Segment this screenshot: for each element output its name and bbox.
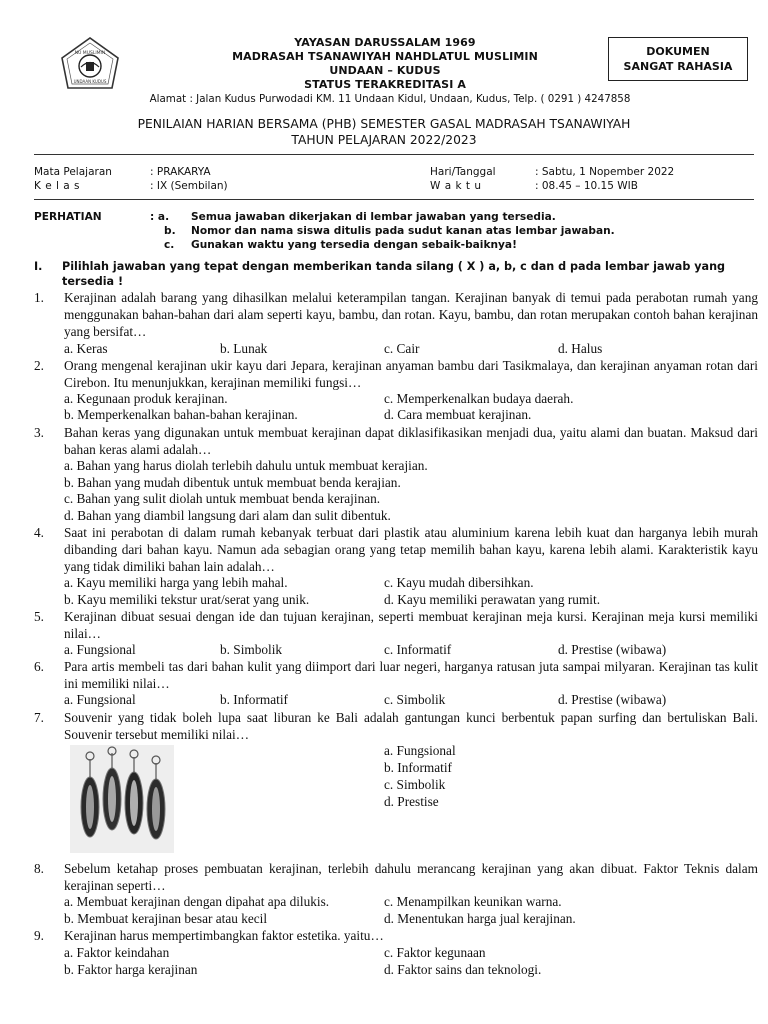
question-9 — [34, 928, 758, 945]
option-c: c. Kayu mudah dibersihkan. — [384, 575, 534, 590]
question-6 — [34, 659, 758, 693]
option-b: b. Faktor harga kerajinan — [64, 962, 198, 977]
question-number: 4. — [34, 525, 44, 540]
school-location: UNDAAN – KUDUS — [329, 64, 441, 77]
option-a: a. Membuat kerajinan dengan dipahat apa dilukis. — [64, 894, 330, 909]
date-label: Hari/Tanggal — [430, 166, 496, 178]
document-classification-badge — [608, 37, 748, 81]
option-c: c. Memperkenalkan budaya daerah. — [384, 391, 574, 406]
option-d: d. Halus — [558, 341, 603, 356]
surfboard-keychain-photo — [70, 745, 174, 853]
section-number: I. — [34, 260, 43, 273]
question-7 — [34, 710, 758, 744]
option-b: b. Kayu memiliki tekstur urat/serat yang unik. — [64, 592, 310, 607]
time-value: : 08.45 – 10.15 WIB — [535, 180, 638, 192]
option-c: c. Faktor kegunaan — [384, 945, 486, 960]
question-number: 8. — [34, 861, 44, 876]
option-a: a. Kayu memiliki harga yang lebih mahal. — [64, 575, 288, 590]
accreditation-status: STATUS TERAKREDITASI A — [304, 78, 466, 91]
school-name: MADRASAH TSANAWIYAH NAHDLATUL MUSLIMIN — [232, 50, 538, 63]
option-c: c. Menampilkan keunikan warna. — [384, 894, 562, 909]
option-b: b. Informatif — [384, 760, 452, 775]
section-instructions — [34, 259, 758, 289]
question-8 — [34, 861, 758, 895]
option-b: b. Memperkenalkan bahan-bahan kerajinan. — [64, 407, 298, 422]
question-text: Para artis membeli tas dari bahan kulit yang diimport dari luar negeri, harganya ratusan juta sampai milyaran. Kerajinan tas kulit ini memiliki nilai… — [64, 659, 758, 691]
attention-item-b: Nomor dan nama siswa ditulis pada sudut kanan atas lembar jawaban. — [191, 225, 615, 237]
class-label: K e l a s — [34, 180, 81, 192]
class-value: : IX (Sembilan) — [150, 180, 228, 192]
option-c: c. Simbolik — [384, 777, 446, 792]
question-3 — [34, 425, 758, 459]
subject-label: Mata Pelajaran — [34, 166, 112, 178]
option-a: a. Fungsional — [384, 743, 456, 758]
header-divider — [34, 154, 754, 155]
option-a: a. Fungsional — [64, 642, 136, 657]
question-text: Kerajinan dibuat sesuai dengan ide dan tujuan kerajinan, seperti membuat kerajinan meja kursi. Kerajinan meja kursi memiliki nilai… — [64, 609, 758, 641]
option-d: d. Menentukan harga jual kerajinan. — [384, 911, 576, 926]
date-value: : Sabtu, 1 Nopember 2022 — [535, 166, 675, 178]
school-address: Alamat : Jalan Kudus Purwodadi KM. 11 Undaan Kidul, Undaan, Kudus, Telp. ( 0291 ) 4247858 — [149, 93, 631, 105]
question-text: Orang mengenal kerajinan ukir kayu dari Jepara, kerajinan anyaman bambu dari Tasikmalaya, dan kerajinan anyaman rotan dari Cirebon. Itu menunjukkan, kerajinan memiliki fungsi… — [64, 358, 758, 390]
school-emblem-icon — [58, 34, 122, 92]
attention-letter-b: b. — [164, 225, 176, 237]
question-number: 2. — [34, 358, 44, 373]
exam-title: PENILAIAN HARIAN BERSAMA (PHB) SEMESTER GASAL MADRASAH TSANAWIYAH — [137, 117, 631, 131]
question-text: Kerajinan adalah barang yang dihasilkan melalui keterampilan tangan. Kerajinan banyak di temui pada perabotan rumah yang menggunakan bahan-bahan dari alam seperti kayu, bambu, dan rotan. Kayu, bambu, dan rotan merupakan contoh bahan kerajinan yang bersifat… — [64, 290, 758, 339]
subject-value: : PRAKARYA — [150, 166, 211, 178]
attention-letter-a: : a. — [150, 211, 170, 223]
attention-item-c: Gunakan waktu yang tersedia dengan sebaik-baiknya! — [191, 239, 517, 251]
option-d: d. Cara membuat kerajinan. — [384, 407, 532, 422]
option-b: b. Informatif — [220, 692, 288, 707]
option-c: c. Simbolik — [384, 692, 446, 707]
question-number: 3. — [34, 425, 44, 440]
option-d: d. Prestise (wibawa) — [558, 642, 667, 657]
option-d: d. Kayu memiliki perawatan yang rumit. — [384, 592, 601, 607]
option-a: a. Bahan yang harus diolah terlebih dahulu untuk membuat kerajian. — [64, 458, 428, 473]
attention-label: PERHATIAN — [34, 211, 102, 223]
option-d: d. Bahan yang diambil langsung dari alam dan sulit dibentuk. — [64, 508, 391, 523]
option-c: c. Bahan yang sulit diolah untuk membuat benda kerajinan. — [64, 491, 381, 506]
option-a: a. Fungsional — [64, 692, 136, 707]
option-a: a. Kegunaan produk kerajinan. — [64, 391, 228, 406]
time-label: W a k t u — [430, 180, 482, 192]
option-b: b. Lunak — [220, 341, 268, 356]
academic-year: TAHUN PELAJARAN 2022/2023 — [291, 133, 477, 147]
option-c: c. Cair — [384, 341, 420, 356]
question-text: Saat ini perabotan di dalam rumah kebanyak terbuat dari plastik atau aluminium karena lebih kuat dan harganya lebih murah dibanding dari bahan kayu. Namun ada sebagian orang yang tetap memilih bahan kayu, karena lebih alami. Karakteristik kayu yang tidak dimiliki bahan lain adalah… — [64, 525, 758, 574]
question-number: 5. — [34, 609, 44, 624]
option-b: b. Simbolik — [220, 642, 283, 657]
question-2 — [34, 358, 758, 392]
question-number: 1. — [34, 290, 44, 305]
option-d: d. Prestise (wibawa) — [558, 692, 667, 707]
question-1 — [34, 290, 758, 340]
svg-text:UNDAAN KUDUS: UNDAAN KUDUS — [73, 79, 107, 84]
question-5 — [34, 609, 758, 643]
foundation-name: YAYASAN DARUSSALAM 1969 — [294, 36, 476, 49]
attention-letter-c: c. — [164, 239, 175, 251]
question-text: Kerajinan harus mempertimbangkan faktor estetika. yaitu… — [64, 928, 384, 943]
info-divider — [34, 199, 754, 200]
question-text: Souvenir yang tidak boleh lupa saat liburan ke Bali adalah gantungan kunci berbentuk papan surfing dan bertuliskan Bali. Souvenir tersebut memiliki nilai… — [64, 710, 758, 742]
option-a: a. Faktor keindahan — [64, 945, 170, 960]
badge-line-1: DOKUMEN — [646, 45, 710, 58]
question-number: 6. — [34, 659, 44, 674]
option-d: d. Prestise — [384, 794, 439, 809]
question-4 — [34, 525, 758, 575]
option-b: b. Membuat kerajinan besar atau kecil — [64, 911, 268, 926]
question-text: Bahan keras yang digunakan untuk membuat kerajinan dapat diklasifikasikan menjadi dua, yaitu alami dan buatan. Maksud dari bahan keras alami adalah… — [64, 425, 758, 457]
attention-item-a: Semua jawaban dikerjakan di lembar jawaban yang tersedia. — [191, 211, 556, 223]
question-text: Sebelum ketahap proses pembuatan kerajinan, terlebih dahulu merancang kerajinan yang akan dibuat. Faktor Teknis dalam kerajinan seperti… — [64, 861, 758, 893]
option-a: a. Keras — [64, 341, 108, 356]
section-text: Pilihlah jawaban yang tepat dengan memberikan tanda silang ( X ) a, b, c dan d pada lembar jawab yang tersedia ! — [62, 260, 726, 288]
svg-text:NU MUSLIMIN: NU MUSLIMIN — [74, 51, 106, 56]
badge-line-2: SANGAT RAHASIA — [623, 60, 733, 73]
option-b: b. Bahan yang mudah dibentuk untuk membuat benda kerajian. — [64, 475, 401, 490]
option-d: d. Faktor sains dan teknologi. — [384, 962, 542, 977]
question-number: 7. — [34, 710, 44, 725]
option-c: c. Informatif — [384, 642, 452, 657]
question-number: 9. — [34, 928, 44, 943]
